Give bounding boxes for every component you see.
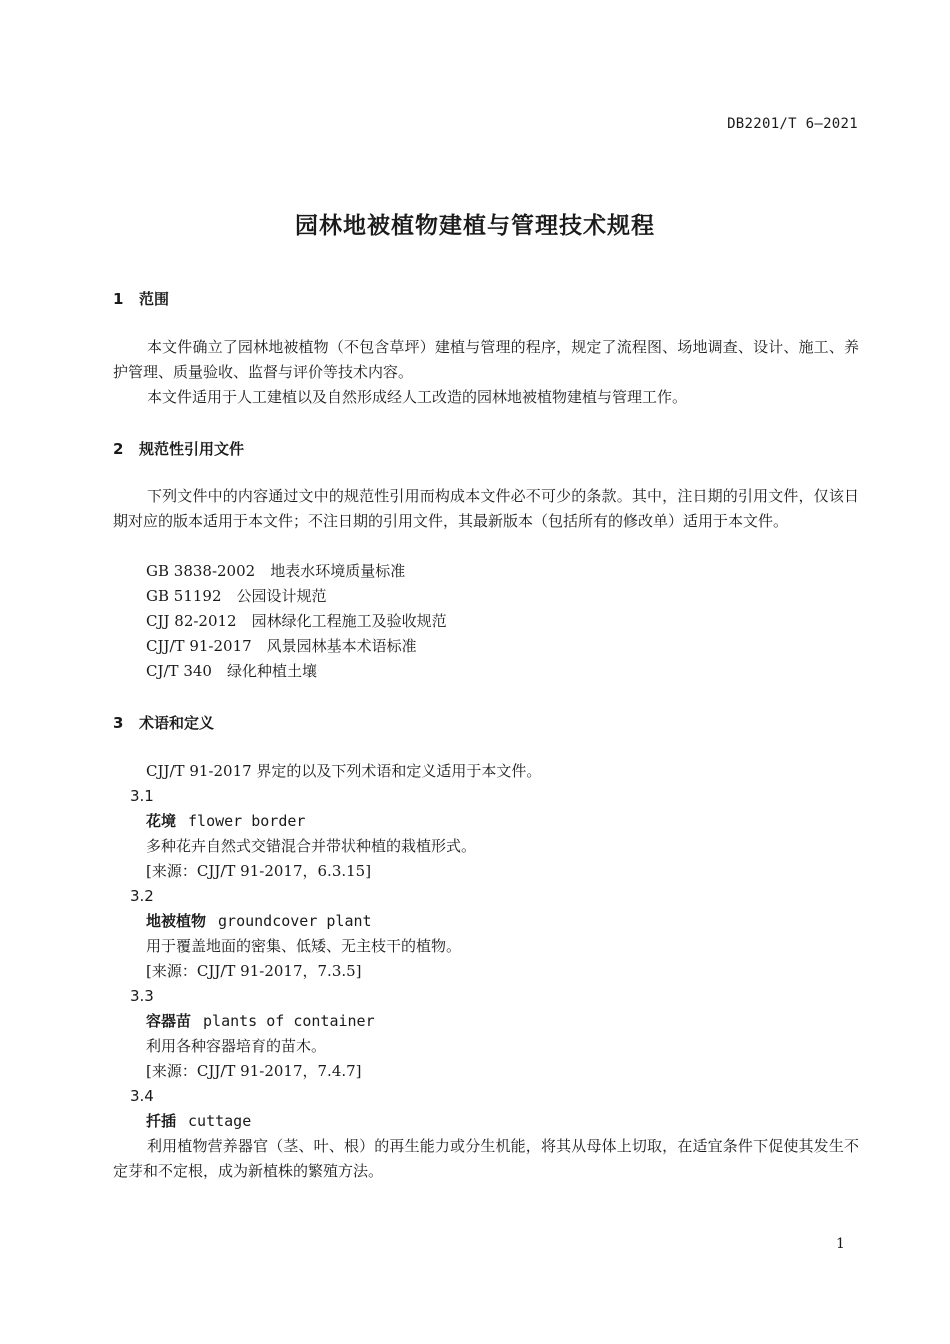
term-name: [146, 1009, 375, 1034]
term-cn: 地被植物: [146, 912, 207, 930]
section-heading: [113, 712, 214, 733]
paragraph: 本文件确立了园林地被植物（不包含草坪）建植与管理的程序，规定了流程图、场地调查、设计、施工、养护管理、质量验收、监督与评价等技术内容。: [113, 338, 859, 381]
term-en: cuttage: [188, 1112, 252, 1130]
term-cn: 扦插: [146, 1112, 177, 1130]
section-intro: CJJ/T 91-2017 界定的以及下列术语和定义适用于本文件。: [146, 762, 542, 780]
term-source: [来源：CJJ/T 91-2017，6.3.15]: [146, 862, 372, 880]
term-number: 3.3: [130, 987, 154, 1005]
reference-item: GB 3838-2002 地表水环境质量标准: [146, 562, 406, 580]
paragraph: 下列文件中的内容通过文中的规范性引用而构成本文件必不可少的条款。其中，注日期的引用文件，仅该日期对应的版本适用于本文件；不注日期的引用文件，其最新版本（包括所有的修改单）适用于本文件。: [113, 487, 859, 530]
section-title: 范围: [139, 290, 170, 308]
reference-item: CJ/T 340 绿化种植土壤: [146, 662, 317, 680]
reference-item: GB 51192 公园设计规范: [146, 587, 327, 605]
term-definition: 多种花卉自然式交错混合并带状种植的栽植形式。: [146, 837, 477, 855]
term-number: 3.4: [130, 1087, 154, 1105]
term-name: [146, 809, 305, 834]
term-en: groundcover plant: [218, 912, 372, 930]
reference-item: CJJ 82-2012 园林绿化工程施工及验收规范: [146, 612, 447, 630]
term-source: [来源：CJJ/T 91-2017，7.4.7]: [146, 1062, 362, 1080]
page-number: 1: [836, 1236, 845, 1252]
term-cn: 花境: [146, 812, 177, 830]
section-heading: [113, 438, 244, 459]
page-title: 园林地被植物建植与管理技术规程: [295, 213, 655, 239]
section-heading: [113, 288, 169, 309]
section-number: 1: [113, 290, 124, 308]
section-number: 3: [113, 714, 124, 732]
term-name: [146, 909, 372, 934]
term-definition: 利用各种容器培育的苗木。: [146, 1037, 327, 1055]
section-number: 2: [113, 440, 124, 458]
term-en: flower border: [188, 812, 306, 830]
term-cn: 容器苗: [146, 1012, 192, 1030]
term-definition: 利用植物营养器官（茎、叶、根）的再生能力或分生机能，将其从母体上切取，在适宜条件下促使其发生不定芽和不定根，成为新植株的繁殖方法。: [113, 1137, 859, 1180]
reference-item: CJJ/T 91-2017 风景园林基本术语标准: [146, 637, 417, 655]
paragraph: 本文件适用于人工建植以及自然形成经人工改造的园林地被植物建植与管理工作。: [147, 388, 688, 406]
term-definition: 用于覆盖地面的密集、低矮、无主枝干的植物。: [146, 937, 462, 955]
section-title: 规范性引用文件: [139, 440, 245, 458]
term-number: 3.2: [130, 887, 154, 905]
term-en: plants of container: [203, 1012, 375, 1030]
section-title: 术语和定义: [139, 714, 215, 732]
term-name: [146, 1109, 251, 1134]
document-code: DB2201/T 6—2021: [727, 116, 858, 132]
term-number: 3.1: [130, 787, 154, 805]
term-source: [来源：CJJ/T 91-2017，7.3.5]: [146, 962, 362, 980]
